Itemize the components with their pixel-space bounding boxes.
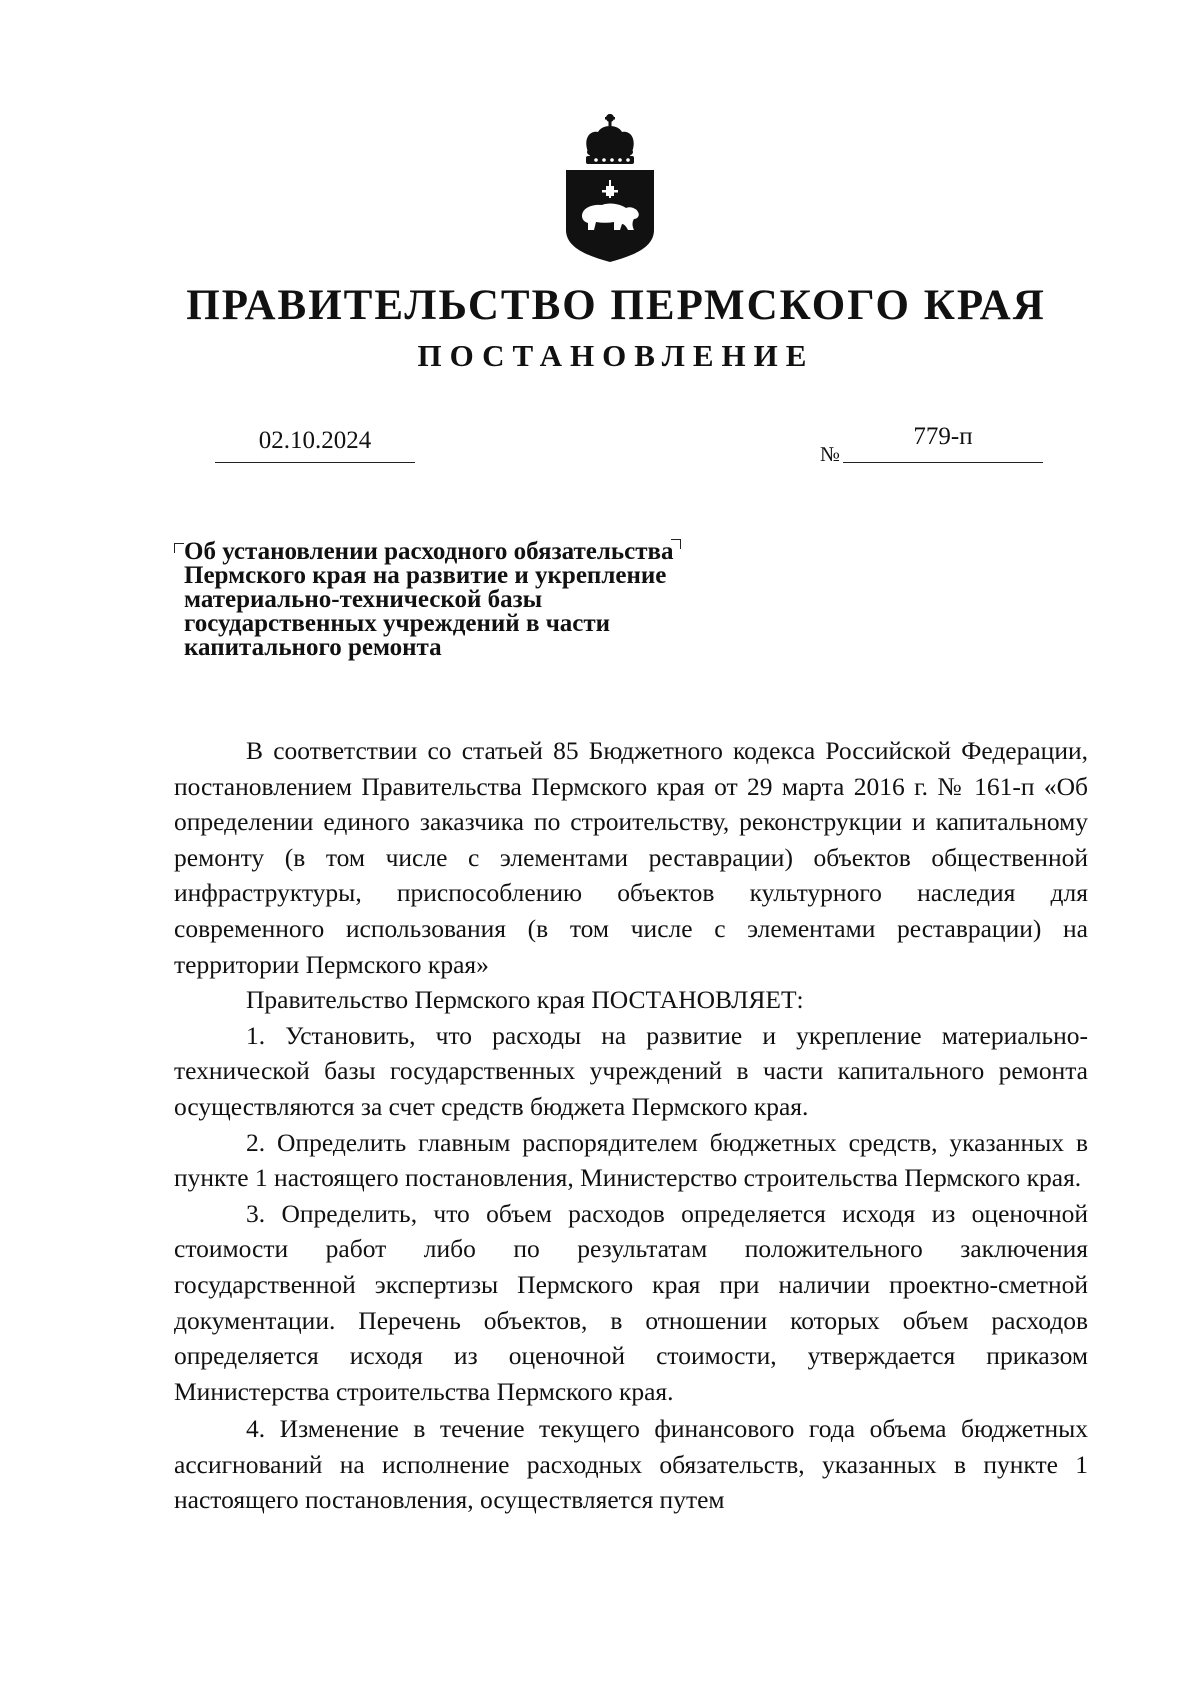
body-paragraph-item-1: 1. Установить, что расходы на развитие и укрепление материально-технической базы государственных учреждений в части капитального ремонта осуществляются за счет средств бюджета Пермского края.: [174, 1020, 1088, 1121]
subject-line: материально-технической базы: [184, 586, 543, 613]
subject-line: государственных учреждений в части: [184, 610, 611, 637]
document-number: 779-п: [913, 423, 973, 450]
subject-corner-top-left: [174, 543, 184, 553]
subject-line: Об установлении расходного обязательства: [184, 538, 674, 565]
government-title: ПРАВИТЕЛЬСТВО ПЕРМСКОГО КРАЯ: [186, 282, 1046, 329]
body-paragraph-item-2: 2. Определить главным распорядителем бюджетных средств, указанных в пункте 1 настоящего постановления, Министерство строительства Пермского края.: [174, 1127, 1088, 1193]
body-paragraph-item-4: 4. Изменение в течение текущего финансового года объема бюджетных ассигнований на исполнение расходных обязательств, указанных в пункте 1 настоящего постановления, осуществляется путем: [174, 1414, 1088, 1515]
number-underline: [843, 462, 1043, 463]
document-type-title: ПОСТАНОВЛЕНИЕ: [417, 338, 815, 373]
document-body: [174, 733, 1088, 1518]
number-mark: №: [820, 442, 841, 466]
subject-line: Пермского края на развитие и укрепление: [184, 562, 667, 589]
document-date: 02.10.2024: [258, 427, 372, 454]
date-underline: [215, 462, 415, 463]
document-subject: [184, 540, 744, 660]
body-paragraph-resolves: Правительство Пермского края ПОСТАНОВЛЯЕТ:: [246, 985, 804, 1015]
body-paragraph-item-3: 3. Определить, что объем расходов определяется исходя из оценочной стоимости работ либо по результатам положительного заключения государственной экспертизы Пермского края при наличии проектно-сметной документации. Перечень объектов, в отношении которых объем расходов определяется исходя из оценочной стоимости, утверждается приказом Министерства строительства Пермского края.: [174, 1198, 1088, 1406]
perm-krai-coat-of-arms-icon: [562, 112, 658, 264]
body-paragraph-preamble: В соответствии со статьей 85 Бюджетного кодекса Российской Федерации, постановлением Правительства Пермского края от 29 марта 2016 г. № 161-п «Об определении единого заказчика по строительству, реконструкции и капитальному ремонту (в том числе с элементами реставрации) объектов общественной инфраструктуры, приспособлению объектов культурного наследия для современного использования (в том числе с элементами реставрации) на территории Пермского края»: [174, 736, 1088, 979]
subject-line: капитального ремонта: [184, 634, 442, 661]
